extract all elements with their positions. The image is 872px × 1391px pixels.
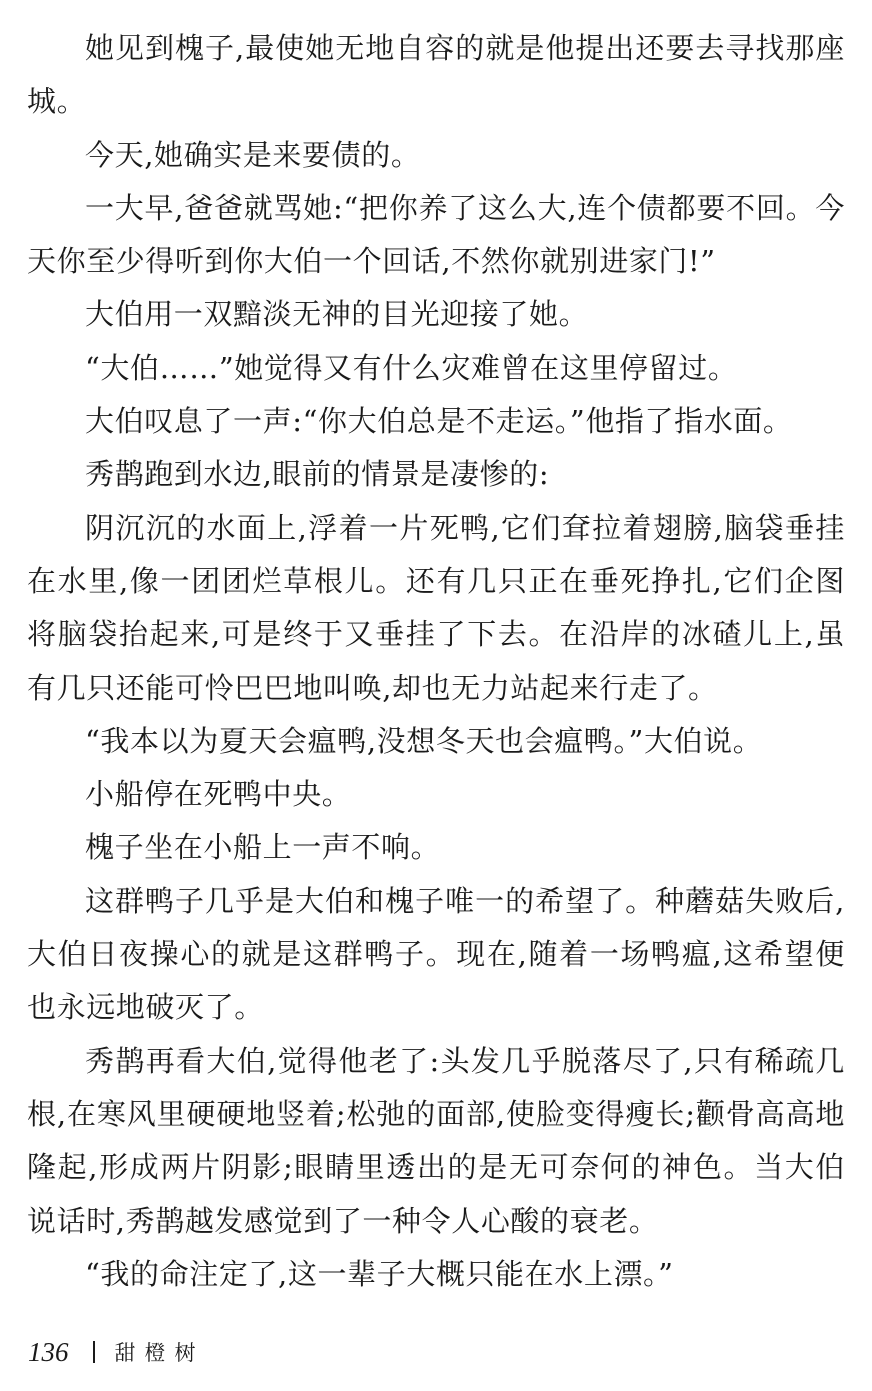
paragraph: 她见到槐子,最使她无地自容的就是他提出还要去寻找那座城。: [27, 31, 845, 119]
footer-divider: [93, 1341, 95, 1363]
paragraph: 槐子坐在小船上一声不响。: [85, 830, 441, 865]
page-footer: [28, 1332, 205, 1372]
book-title: 甜橙树: [114, 1341, 205, 1365]
paragraph: “大伯……”她觉得又有什么灾难曾在这里停留过。: [85, 350, 738, 385]
paragraph: 秀鹊再看大伯,觉得他老了:头发几乎脱落尽了,只有稀疏几根,在寒风里硬硬地竖着;松弛的面部,使脸变得瘦长;颧骨高高地隆起,形成两片阴影;眼睛里透出的是无可奈何的神色。当大伯说话时,秀鹊越发感觉到了一种令人心酸的衰老。: [27, 1043, 845, 1238]
paragraph: “我本以为夏天会瘟鸭,没想冬天也会瘟鸭。”大伯说。: [85, 723, 763, 758]
paragraph: 秀鹊跑到水边,眼前的情景是凄惨的:: [85, 457, 550, 492]
paragraph: 今天,她确实是来要债的。: [85, 137, 421, 172]
paragraph: 大伯用一双黯淡无神的目光迎接了她。: [85, 297, 589, 332]
paragraph: “我的命注定了,这一辈子大概只能在水上漂。”: [85, 1256, 674, 1291]
paragraph: 阴沉沉的水面上,浮着一片死鸭,它们耷拉着翅膀,脑袋垂挂在水里,像一团团烂草根儿。还有几只正在垂死挣扎,它们企图将脑袋抬起来,可是终于又垂挂了下去。在沿岸的冰碴儿上,虽有几只还能可怜巴巴地叫唤,却也无力站起来行走了。: [27, 510, 845, 705]
paragraph: 大伯叹息了一声:“你大伯总是不走运。”他指了指水面。: [85, 404, 793, 439]
page-number: 136: [28, 1336, 69, 1367]
paragraph: 一大早,爸爸就骂她:“把你养了这么大,连个债都要不回。今天你至少得听到你大伯一个回话,不然你就别进家门!”: [27, 190, 845, 279]
paragraph: 这群鸭子几乎是大伯和槐子唯一的希望了。种蘑菇失败后,大伯日夜操心的就是这群鸭子。现在,随着一场鸭瘟,这希望便也永远地破灭了。: [27, 883, 845, 1025]
paragraph: 小船停在死鸭中央。: [85, 777, 352, 812]
page-body: [27, 22, 845, 1301]
